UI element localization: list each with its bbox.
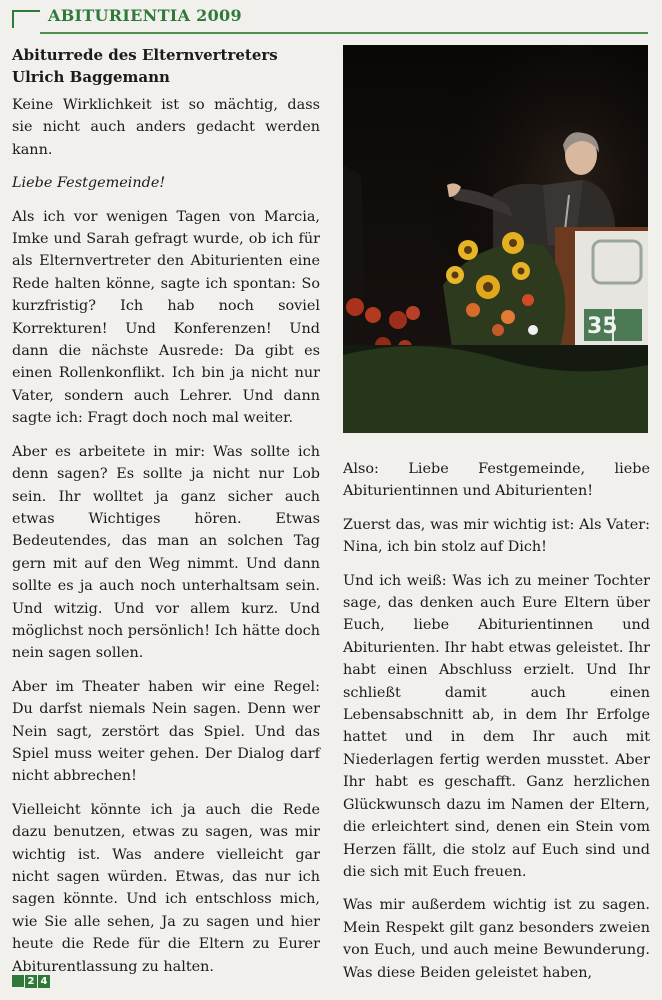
header-rule	[40, 32, 648, 34]
paragraph: Aber es arbeitete in mir: Was sollte ich denn sagen? Es sollte ja nicht nur Lob sein. Ihr wolltet ja ganz sicher auch etwas Wichtiges hören. Etwas Bedeutendes, das man an solchen Tag gern mit auf den Weg nimmt. Und dann sollte es ja auch noch unterhaltsam sein. Und witzig. Und vor allem kurz. Und möglichst noch persönlich! Ich hätte doch nein sagen sollen.	[12, 443, 320, 662]
salutation: Liebe Festgemeinde!	[12, 175, 166, 192]
paragraph: Vielleicht könnte ich ja auch die Rede dazu benutzen, etwas zu sagen, was mir wichtig ist. Was andere vielleicht gar nicht sagen würden. Etwas, das nur ich sagen könnte. Und ich entschloss mich, wie Sie alle sehen, Ja zu sagen und hier heute die Rede für die Eltern zu Eurer Abiturentlassung zu halten.	[12, 801, 320, 975]
article-title: Abiturrede des Elternvertreters Ulrich Baggemann	[12, 46, 278, 86]
paragraph: Als ich vor wenigen Tagen von Marcia, Imke und Sarah gefragt wurde, ob ich für als Elternvertreter den Abiturienten eine Rede halten könne, sagte ich spontan: So kurzfristig? Ich hab noch soviel Korrekturen! Und Konferenzen! Und dann die nächste Ausrede: Da gibt es einen Rollenkonflikt. Ich bin ja nicht nur Vater, sondern auch Lehrer. Und dann sagte ich: Fragt doch noch mal weiter.	[12, 208, 320, 427]
lectern-number: 35	[587, 314, 618, 339]
paragraph: Also: Liebe Festgemeinde, liebe Abiturientinnen und Abiturienten!	[343, 461, 650, 500]
epigraph: Keine Wirklichkeit ist so mächtig, dass sie nicht auch anders gedacht werden kann.	[12, 97, 320, 158]
paragraph: Und ich weiß: Was ich zu meiner Tochter sage, das denken auch Eure Eltern über Euch, liebe Abiturientinnen und Abiturienten. Ihr habt etwas geleistet. Ihr habt einen Abschluss erzielt. Und Ihr schließt damit auch einen Lebensabschnitt ab, in dem Ihr Erfolge hattet und in dem Ihr auch mit Niederlagen fertig werden musstet. Aber Ihr habt es geschafft. Ganz herzlichen Glückwunsch dazu im Namen der Eltern, die erleichtert sind, denen ein Stein vom Herzen fällt, die stolz auf Euch sind und die sich mit Euch freuen.	[343, 572, 650, 880]
page-number	[12, 975, 51, 989]
right-column	[343, 458, 650, 995]
page-marker	[12, 975, 24, 987]
left-column	[12, 44, 320, 989]
paragraph: Aber im Theater haben wir eine Regel: Du darfst niemals Nein sagen. Denn wer Nein sagt, zerstört das Spiel. Und das Spiel muss weiter gehen. Der Dialog darf nicht abbrechen!	[12, 678, 320, 785]
page-digit: 4	[38, 975, 50, 988]
header-corner-ornament	[12, 10, 40, 28]
paragraph: Zuerst das, was mir wichtig ist: Als Vater: Nina, ich bin stolz auf Dich!	[343, 516, 650, 556]
speaker-photo-illustration	[343, 45, 648, 433]
section-title: ABITURIENTIA 2009	[48, 6, 242, 25]
paragraph: Was mir außerdem wichtig ist zu sagen. Mein Respekt gilt ganz besonders zweien von Euch, und auch meine Bewunderung. Was diese Beiden geleistet haben,	[343, 897, 650, 981]
running-header	[0, 0, 662, 34]
speaker-photo	[343, 45, 648, 433]
page-digit: 2	[25, 975, 37, 988]
